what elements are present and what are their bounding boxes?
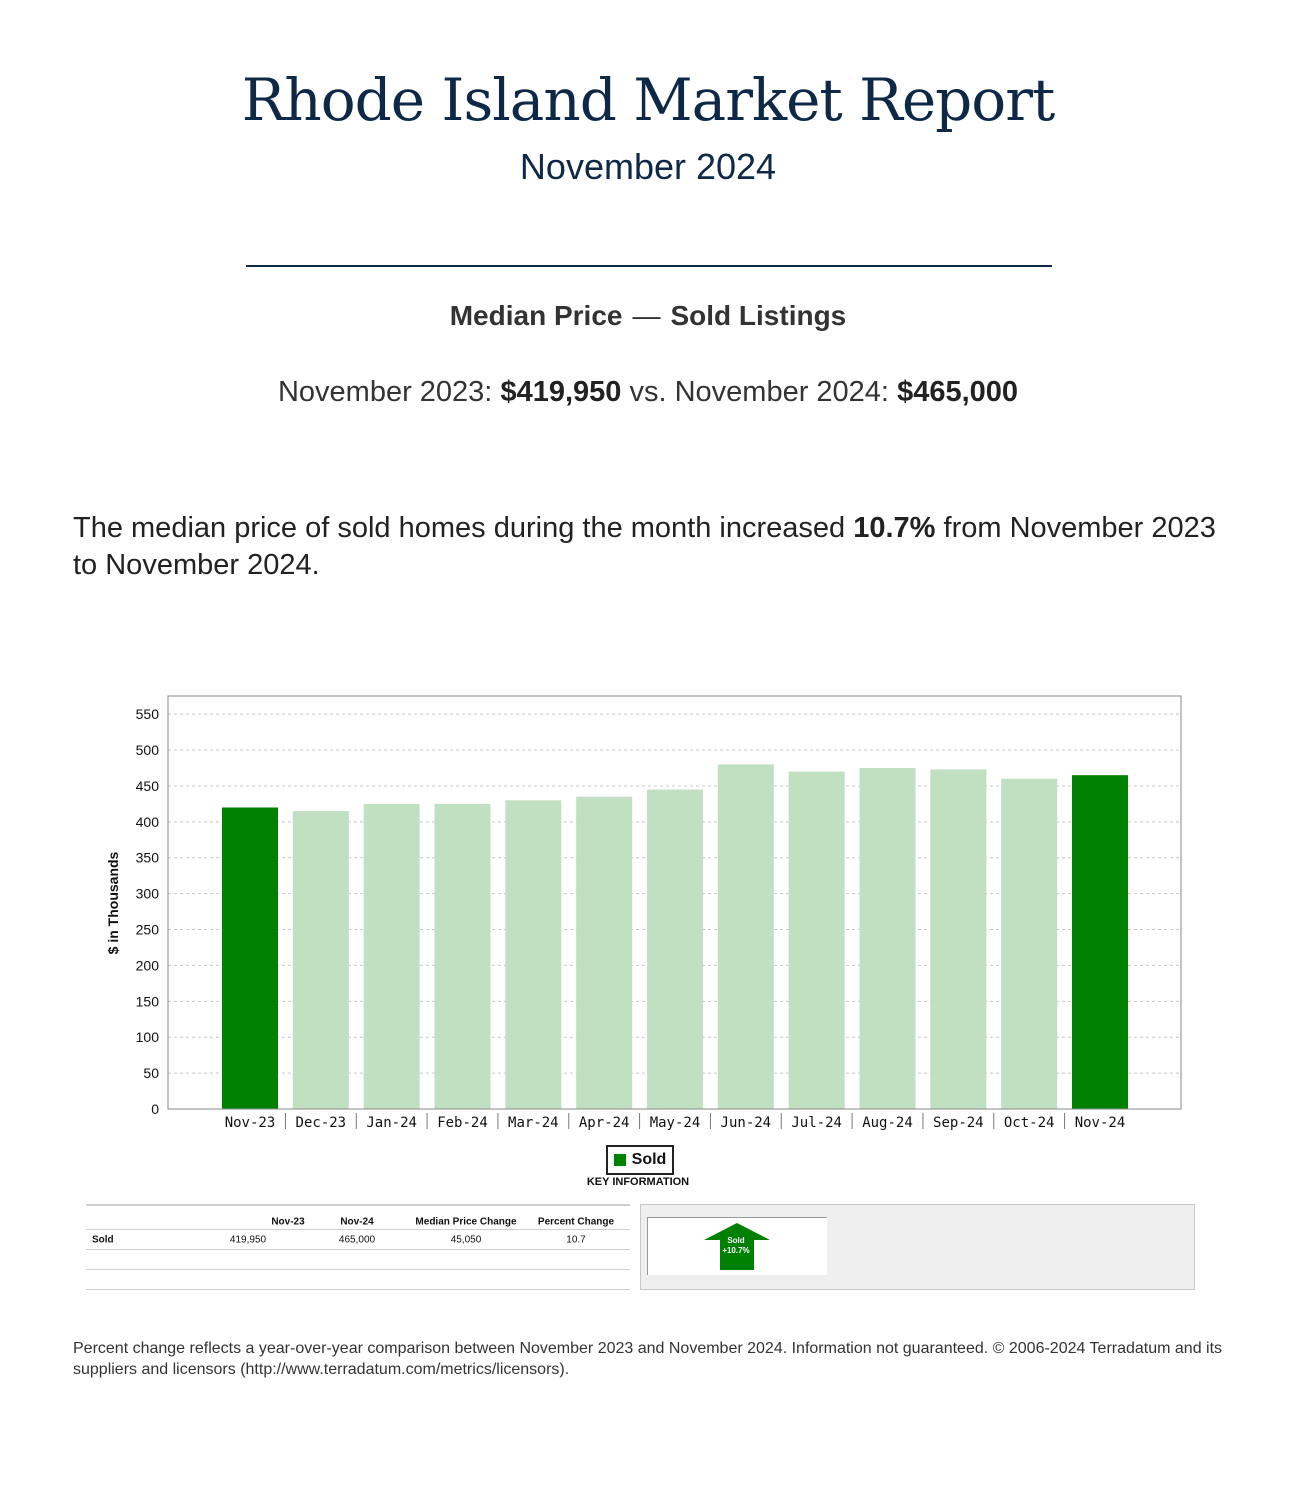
x-tick-label: Jul-24 <box>791 1115 842 1131</box>
y-tick-label: 50 <box>143 1065 159 1082</box>
curr-value: $465,000 <box>897 376 1019 408</box>
y-tick-label: 200 <box>135 957 159 974</box>
y-tick-label: 400 <box>135 813 159 830</box>
table-row-empty <box>86 1270 630 1290</box>
y-tick-label: 350 <box>135 849 159 866</box>
metric-dash: — <box>632 300 661 331</box>
summary-before: The median price of sold homes during the month increased <box>73 512 854 544</box>
table-header-cell: Percent Change <box>537 1216 615 1228</box>
x-tick-label: Nov-24 <box>1074 1115 1126 1131</box>
bar-apr-24 <box>576 797 632 1109</box>
summary-text <box>73 510 1223 584</box>
table-header-cell: Nov-24 <box>340 1216 374 1228</box>
bar-nov-23 <box>222 807 278 1109</box>
x-tick-label: Jan-24 <box>366 1115 417 1131</box>
bar-sep-24 <box>930 769 986 1109</box>
table-cell: 45,050 <box>450 1234 482 1245</box>
metric-heading <box>0 300 1296 332</box>
x-tick-labels <box>225 1113 1126 1131</box>
metric-name: Median Price <box>449 300 623 331</box>
report-title: Rhode Island Market Report <box>241 66 1055 134</box>
table-row <box>86 1230 630 1250</box>
bar-may-24 <box>647 790 703 1109</box>
table-header-cell: Median Price Change <box>415 1216 517 1228</box>
metric-type: Sold Listings <box>670 300 847 331</box>
y-tick-label: 550 <box>135 706 159 723</box>
legend-label-sold: Sold <box>631 1151 667 1168</box>
x-tick-label: Mar-24 <box>508 1115 559 1131</box>
price-comparison <box>0 376 1296 409</box>
table-row-empty <box>86 1250 630 1270</box>
vs-label: vs. <box>629 376 667 408</box>
bar-jan-24 <box>364 804 420 1109</box>
prev-label: November 2023: <box>277 376 493 408</box>
bars <box>222 764 1128 1109</box>
table-cell: 419,950 <box>229 1234 267 1245</box>
table-header-row <box>86 1204 630 1230</box>
arrow-series-label: Sold <box>727 1236 745 1245</box>
y-tick-label: 250 <box>135 921 159 938</box>
table-cell: 10.7 <box>566 1234 586 1245</box>
y-tick-label: 0 <box>151 1101 159 1117</box>
bar-feb-24 <box>435 804 491 1109</box>
summary-pct: 10.7% <box>853 512 936 544</box>
bar-aug-24 <box>860 768 916 1109</box>
x-tick-label: Sep-24 <box>933 1115 984 1131</box>
key-info-table <box>86 1204 630 1290</box>
x-tick-label: Aug-24 <box>862 1115 913 1131</box>
table-cell: 465,000 <box>338 1234 376 1245</box>
legend-swatch-sold <box>614 1154 626 1166</box>
bar-jul-24 <box>789 772 845 1109</box>
y-tick-labels <box>136 706 160 1117</box>
curr-label: November 2024: <box>674 376 889 408</box>
y-axis-title: $ in Thousands <box>105 851 121 955</box>
change-indicator-label <box>708 1236 764 1256</box>
x-tick-label: Dec-23 <box>295 1115 347 1131</box>
report-subtitle: November 2024 <box>519 146 777 187</box>
bar-oct-24 <box>1001 779 1057 1109</box>
x-tick-label: Jun-24 <box>720 1115 772 1131</box>
y-tick-label: 450 <box>135 777 159 794</box>
header-divider <box>246 265 1052 267</box>
bar-mar-24 <box>505 800 561 1109</box>
x-tick-label: Oct-24 <box>1003 1115 1055 1131</box>
bar-jun-24 <box>718 764 774 1109</box>
y-tick-label: 300 <box>135 885 159 902</box>
prev-value: $419,950 <box>500 376 622 408</box>
chart-legend <box>606 1145 674 1175</box>
x-tick-label: May-24 <box>649 1115 701 1131</box>
arrow-change-value: +10.7% <box>722 1246 750 1255</box>
median-price-bar-chart <box>90 680 1200 1140</box>
y-tick-label: 500 <box>135 742 159 759</box>
bar-dec-23 <box>293 811 349 1109</box>
table-cell-row-label: Sold <box>92 1234 114 1245</box>
summary-after: from November 2023 to November 2024. <box>73 512 1216 581</box>
bar-nov-24 <box>1072 775 1128 1109</box>
table-header-cell: Nov-23 <box>271 1216 305 1228</box>
x-tick-label: Feb-24 <box>437 1115 488 1131</box>
key-information-label: KEY INFORMATION <box>586 1176 690 1188</box>
y-tick-label: 100 <box>135 1029 159 1046</box>
y-tick-label: 150 <box>135 993 159 1010</box>
x-tick-label: Apr-24 <box>578 1115 630 1131</box>
footnote: Percent change reflects a year-over-year comparison between November 2023 and November 2024. Information not guaranteed. © 2006-2024 Terradatum and its suppliers and licensors (http://www.terradatum.com/metrics/licensors). <box>73 1340 1223 1378</box>
x-tick-label: Nov-23 <box>224 1115 276 1131</box>
